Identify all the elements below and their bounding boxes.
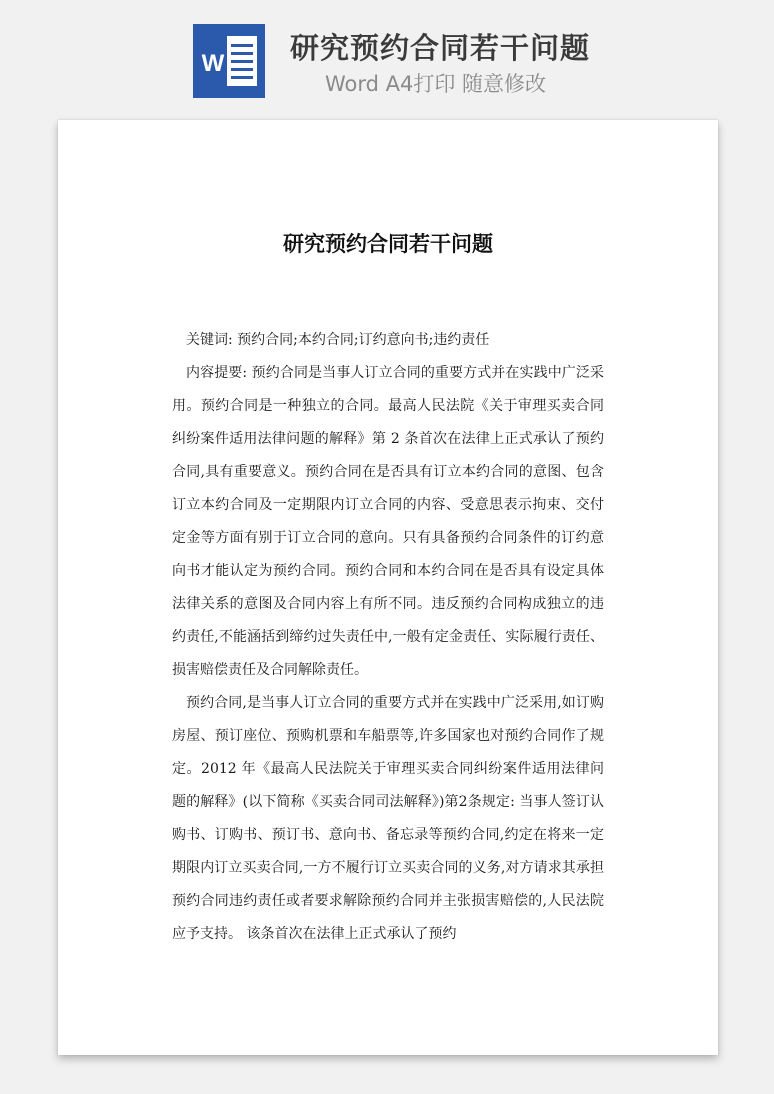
document-page xyxy=(58,120,718,1055)
summary-paragraph: 内容提要: 预约合同是当事人订立合同的重要方式并在实践中广泛采用。预约合同是一种独立的合同。最高人民法院《关于审理买卖合同纠纷案件适用法律问题的解释》第 2 条首次在法律上正式承认了预约合同,具有重要意义。预约合同在是否具有订立本约合同的意图、包含订立本约合同及一定期限内订立合同的内容、受意思表示拘束、交付定金等方面有别于订立合同的意向。只有具备预约合同条件的订约意向书才能认定为预约合同。预约合同和本约合同在是否具有设定具体法律关系的意图及合同内容上有所不同。违反预约合同构成独立的违约责任,不能涵括到缔约过失责任中,一般有定金责任、实际履行责任、损害赔偿责任及合同解除责任。 xyxy=(172,365,604,678)
watermark xyxy=(90,562,106,593)
header xyxy=(0,0,774,118)
body-paragraph: 预约合同,是当事人订立合同的重要方式并在实践中广泛采用,如订购房屋、预订座位、预购机票和车船票等,许多国家也对预约合同作了规定。2012 年《最高人民法院关于审理买卖合同纠纷案件适用法律问题的解释》(以下简称《买卖合同司法解释》)第2条规定: 当事人签订认购书、订购书、预订书、意向书、备忘录等预约合同,约定在将来一定期限内订立买卖合同,一方不履行订立买卖合同的义务,对方请求其承担预约合同违约责任或者要求解除预约合同并主张损害赔偿的,人民法院应予支持。 该条首次在法律上正式承认了预约 xyxy=(172,695,604,942)
word-logo-icon xyxy=(193,24,265,98)
header-title: 研究预约合同若干问题 xyxy=(290,31,591,65)
keywords-paragraph: 关键词: 预约合同;本约合同;订约意向书;违约责任 xyxy=(186,332,490,348)
word-logo-letter: W xyxy=(201,50,225,77)
document-title: 研究预约合同若干问题 xyxy=(283,231,493,256)
document-body xyxy=(172,324,604,951)
header-subtitle: Word A4打印 随意修改 xyxy=(325,72,547,96)
